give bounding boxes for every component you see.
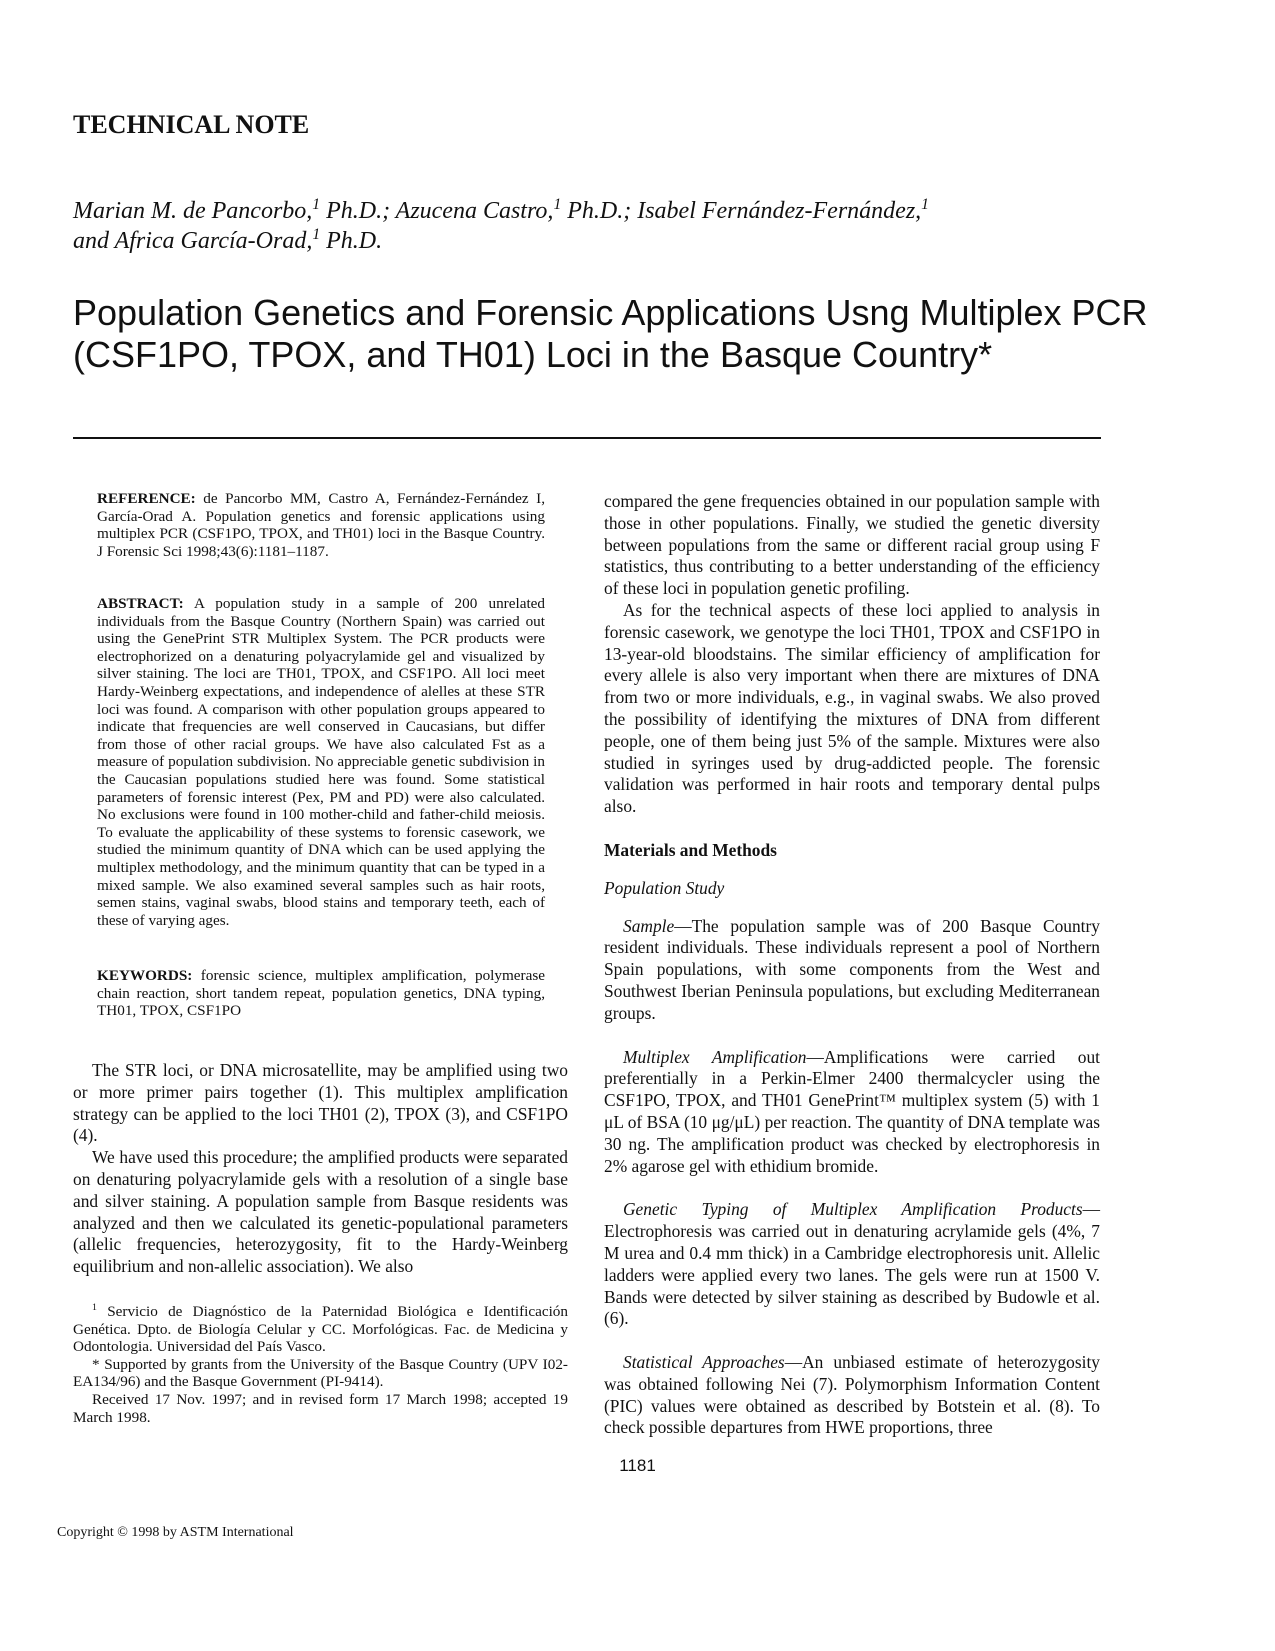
affil-sup: 1 xyxy=(553,196,562,213)
author-name: Marian M. de Pancorbo, xyxy=(73,198,313,224)
paragraph xyxy=(604,1047,1100,1178)
reference-text: de Pancorbo MM, Castro A, Fernández-Fernández I, García-Orad A. Population genetics and forensic applications using multiplex PCR (CSF1PO, TPOX, and TH01) loci in the Basque Country. J Forensic Sci 1998;43(6):1181–1187. xyxy=(97,490,545,560)
reference-label: REFERENCE: xyxy=(97,490,196,507)
paragraph xyxy=(604,1352,1100,1439)
left-column-body xyxy=(73,1060,568,1278)
author-degree: Ph.D.; xyxy=(561,198,638,224)
author-name: and Africa García-Orad, xyxy=(73,228,313,254)
footnote-received: Received 17 Nov. 1997; and in revised form 17 March 1998; accepted 19 March 1998. xyxy=(73,1390,568,1426)
paragraph: The STR loci, or DNA microsatellite, may be amplified using two or more primer pairs together (1). This multiplex amplification strategy can be applied to the loci TH01 (2), TPOX (3), and CSF1PO (4). xyxy=(73,1060,568,1146)
footnote-affiliation xyxy=(73,1303,568,1356)
copyright: Copyright © 1998 by ASTM International xyxy=(57,1525,294,1540)
run-in-heading: Statistical Approaches xyxy=(623,1352,785,1373)
paragraph-text: —Amplifications were carried out preferentially in a Perkin-Elmer 2400 thermalcycler using the CSF1PO, TPOX, and TH01 GenePrint™ multiplex system (5) with 1 μL of BSA (10 μg/μL) per reaction. The quantity of DNA template was 30 ng. The amplification product was checked by electrophoresis in 2% agarose gel with ethidium bromide. xyxy=(604,1046,1100,1176)
subsection-heading: Population Study xyxy=(604,877,725,898)
paragraph: As for the technical aspects of these loci applied to analysis in forensic casework, we genotype the loci TH01, TPOX and CSF1PO in 13-year-old bloodstains. The similar efficiency of amplification for every allele is also very important when there are mixtures of DNA from two or more individuals, e.g., in vaginal swabs. We also proved the possibility of identifying the mixtures of DNA from different people, one of them being just 5% of the sample. Mixtures were also studied in syringes used by drug-addicted people. The forensic validation was performed in hair roots and temporary dental pulps also. xyxy=(604,599,1100,817)
author xyxy=(396,198,638,224)
paragraph xyxy=(604,916,1100,1025)
author xyxy=(637,198,929,224)
keywords-text: forensic science, multiplex amplification, polymerase chain reaction, short tandem repeat, population genetics, DNA typing, TH01, TPOX, CSF1PO xyxy=(97,967,545,1020)
keywords-label: KEYWORDS: xyxy=(97,967,193,984)
footnote-marker: 1 xyxy=(92,1301,97,1313)
divider xyxy=(73,437,1101,439)
page-number: 1181 xyxy=(619,1456,656,1475)
abstract-label: ABSTRACT: xyxy=(97,595,184,612)
footnote-text: Servicio de Diagnóstico de la Paternidad Biológica e Identificación Genética. Dpto. de Biología Celular y CC. Morfológicas. Fac. de Medicina y Odontologia. Universidad del País Vasco. xyxy=(73,1303,568,1356)
author-list xyxy=(73,196,1113,256)
keywords-block xyxy=(97,967,545,1020)
paragraph-text: —An unbiased estimate of heterozygosity was obtained following Nei (7). Polymorphism Information Content (PIC) values were obtained as described by Botstein et al. (8). To check possible departures from HWE proportions, three xyxy=(604,1352,1100,1438)
paragraph-text: —The population sample was of 200 Basque Country resident individuals. These individuals represent a pool of Northern Spain populations, with some components from the West and Southwest Iberian Peninsula populations, but excluding Mediterranean groups. xyxy=(604,915,1100,1023)
reference-block xyxy=(97,490,545,560)
abstract-block xyxy=(97,595,545,929)
author xyxy=(73,198,396,224)
run-in-heading: Genetic Typing of Multiplex Amplification Products xyxy=(623,1199,1083,1220)
affil-sup: 1 xyxy=(921,196,929,213)
author-degree: Ph.D. xyxy=(320,228,383,254)
author-name: Isabel Fernández-Fernández, xyxy=(637,198,922,224)
affil-sup: 1 xyxy=(312,196,321,213)
section-heading: Materials and Methods xyxy=(604,839,777,860)
paragraph-text: —Electrophoresis was carried out in denaturing acrylamide gels (4%, 7 M urea and 0.4 mm thick) in a Cambridge electrophoresis unit. Allelic ladders were applied every two lanes. The gels were run at 1500 V. Bands were detected by silver staining as described by Budowle et al. (6). xyxy=(604,1199,1100,1329)
footnotes xyxy=(73,1303,568,1426)
run-in-heading: Multiplex Amplification xyxy=(623,1046,807,1067)
run-in-heading: Sample xyxy=(623,915,675,936)
paragraph: compared the gene frequencies obtained in our population sample with those in other populations. Finally, we studied the genetic diversity between populations from the same or different racial group using F statistics, thus contributing to a better understanding of the efficiency of these loci in population genetic profiling. xyxy=(604,491,1100,599)
paragraph: We have used this procedure; the amplified products were separated on denaturing polyacrylamide gels with a resolution of a single base and silver staining. A population sample from Basque residents was analyzed and then we calculated its genetic-populational parameters (allelic frequencies, heterozygosity, fit to the Hardy-Weinberg equilibrium and non-allelic association). We also xyxy=(73,1147,568,1277)
right-column-body xyxy=(604,491,1100,1439)
footnote-support: * Supported by grants from the University of the Basque Country (UPV I02-EA134/96) and the Basque Government (PI-9414). xyxy=(73,1355,568,1391)
paragraph xyxy=(604,1199,1100,1330)
author-name: Azucena Castro, xyxy=(395,198,554,224)
author xyxy=(73,228,382,254)
abstract-text: A population study in a sample of 200 unrelated individuals from the Basque Country (Northern Spain) was carried out using the GenePrint STR Multiplex System. The PCR products were electrophorized on a denaturing polyacrylamide gel and visualized by silver staining. The loci are TH01, TPOX, and CSF1PO. All loci meet Hardy-Weinberg expectations, and independence of alelles at these STR loci was found. A comparison with other population groups appeared to indicate that frequencies are well conserved in Caucasians, but differ from those of other racial groups. We have also calculated Fst as a measure of population subdivision. No appreciable genetic subdivision in the Caucasian populations studied here was found. Some statistical parameters of forensic interest (Pex, PM and PD) were also calculated. No exclusions were found in 100 mother-child and father-child meiosis. To evaluate the applicability of these systems to forensic casework, we studied the minimum quantity of DNA which can be used applying the multiplex methodology, and the minimum quantity that can be typed in a mixed sample. We also examined several samples such as hair roots, semen stains, vaginal swabs, blood stains and temporary teeth, each of these of varying ages. xyxy=(97,595,545,929)
affil-sup: 1 xyxy=(312,226,321,243)
paper-title: Population Genetics and Forensic Applications Usng Multiplex PCR (CSF1PO, TPOX, and TH01) Loci in the Basque Country* xyxy=(73,292,1148,375)
section-label: TECHNICAL NOTE xyxy=(73,110,310,139)
author-degree: Ph.D.; xyxy=(320,198,396,224)
